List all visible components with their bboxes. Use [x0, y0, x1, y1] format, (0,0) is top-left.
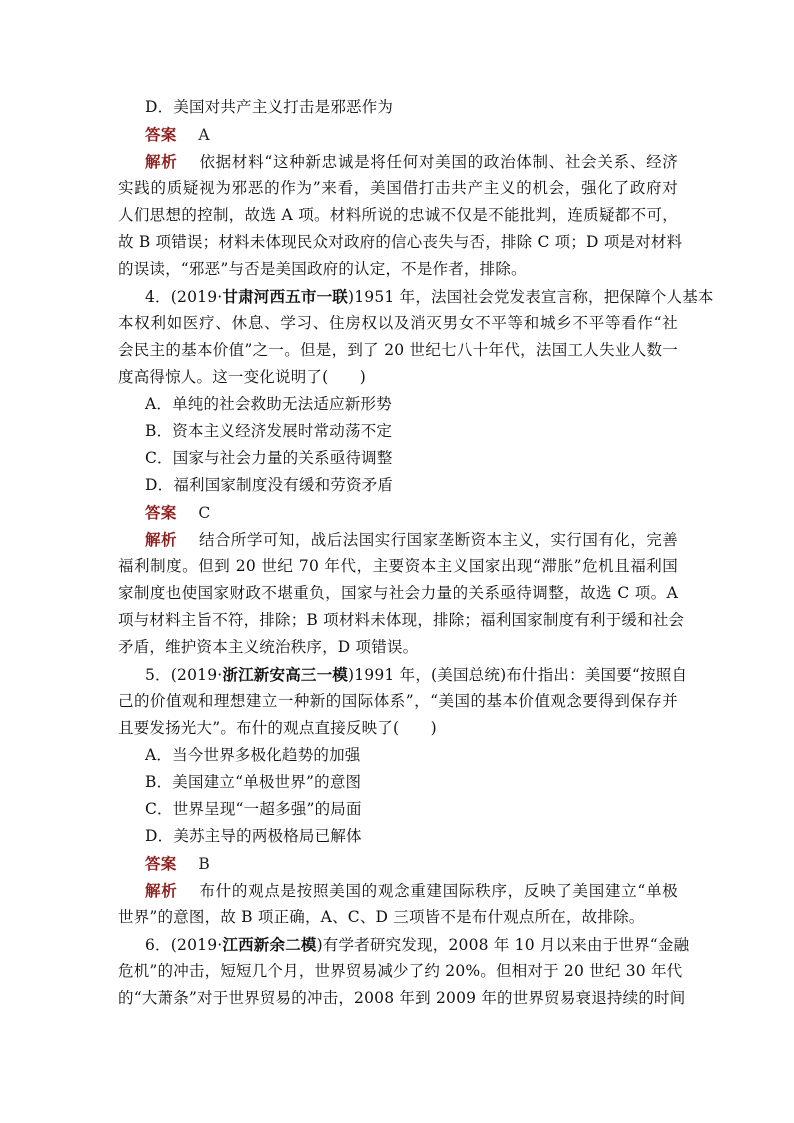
answer-value: A [198, 126, 210, 144]
q5-stem-line-3: 且要发扬光大”。布什的观点直接反映了( ) [118, 719, 437, 737]
analysis-label: 解析 [145, 152, 178, 171]
q4-option-c: C．国家与社会力量的关系亟待调整 [145, 449, 393, 467]
q4-analysis-line-3: 家制度也使国家财政不堪重负，国家与社会力量的关系亟待调整，故选 C 项。A [118, 584, 678, 602]
q5-analysis-line-1: 解析 布什的观点是按照美国的观念重建国际秩序，反映了美国建立“单极 [145, 881, 678, 900]
q4-analysis-line-2: 福利制度。但到 20 世纪 70 年代，主要资本主义国家出现“滞胀”危机且福利国 [118, 557, 678, 575]
answer-value: C [198, 504, 211, 522]
q5-number: 5．(2019· [145, 666, 223, 684]
q5-answer [145, 850, 678, 877]
q5-option-a: A．当今世界多极化趋势的加强 [145, 746, 361, 764]
answer-value: B [198, 855, 210, 873]
q5-option-b: B．美国建立“单极世界”的意图 [145, 773, 362, 791]
q4-option-d: D．福利国家制度没有缓和劳资矛盾 [145, 476, 394, 494]
q4-analysis-line-4: 项与材料主旨不符，排除；B 项材料未体现，排除；福利国家制度有利于缓和社会 [118, 611, 685, 629]
q6-stem-line-1: 6．(2019·江西新余二模)有学者研究发现，2008 年 10 月以来由于世界“金融 [145, 935, 690, 954]
q4-source: 甘肃河西五市一联 [222, 287, 348, 306]
q4-number: 4．(2019· [145, 288, 223, 306]
q4-stem-line-2: 本权利如医疗、休息、学习、住房权以及消灭男女不平等和城乡不平等看作“社 [118, 314, 678, 332]
answer-label: 答案 [145, 503, 177, 522]
q4-answer [145, 499, 678, 526]
analysis-label: 解析 [145, 881, 178, 900]
q5-stem-line-2: 己的价值观和理想建立一种新的国际体系”，“美国的基本价值观念要得到保存并 [118, 692, 678, 710]
q6-stem-line-3: 的“大萧条”对于世界贸易的冲击，2008 年到 2009 年的世界贸易衰退持续的时间 [118, 989, 686, 1007]
q5-source: 浙江新安高三一模 [222, 665, 348, 684]
q4-analysis-line-1: 解析 结合所学可知，战后法国实行国家垄断资本主义，实行国有化，完善 [145, 530, 678, 549]
q5-analysis-line-2: 世界”的意图，故 B 项正确，A、C、D 三项皆不是布什观点所在，故排除。 [118, 908, 645, 926]
q3-analysis-line-1: 解析 依据材料“这种新忠诚是将任何对美国的政治体制、社会关系、经济 [145, 152, 678, 171]
q6-stem-line-2: 危机”的冲击，短短几个月，世界贸易减少了约 20%。但相对于 20 世纪 30 年代 [118, 962, 683, 980]
q3-analysis-line-4: 故 B 项错误；材料未体现民众对政府的信心丧失与否，排除 C 项；D 项是对材料 [118, 233, 683, 251]
q4-stem-line-3: 会民主的基本价值”之一。但是，到了 20 世纪七八十年代，法国工人失业人数一 [118, 341, 678, 359]
answer-label: 答案 [145, 125, 177, 144]
analysis-label: 解析 [145, 530, 177, 549]
q3-analysis-line-2: 实践的质疑视为邪恶的作为”来看，美国借打击共产主义的机会，强化了政府对 [118, 179, 678, 197]
q6-number: 6．(2019· [145, 936, 223, 954]
q4-analysis-line-5: 矛盾，维护资本主义统治秩序，D 项错误。 [118, 638, 419, 656]
q5-option-d: D．美苏主导的两极格局已解体 [145, 827, 362, 845]
q3-option-d: D．美国对共产主义打击是邪恶作为 [145, 98, 394, 116]
q6-source: 江西新余二模 [222, 935, 317, 954]
q5-option-c: C．世界呈现“一超多强”的局面 [145, 800, 362, 818]
answer-label: 答案 [145, 854, 177, 873]
q3-analysis-line-3: 人们思想的控制，故选 A 项。材料所说的忠诚不仅是不能批判，连质疑都不可， [118, 206, 678, 224]
q4-stem-line-4: 度高得惊人。这一变化说明了( ) [118, 368, 366, 386]
q4-option-a: A．单纯的社会救助无法适应新形势 [145, 395, 392, 413]
q4-option-b: B．资本主义经济发展时常动荡不定 [145, 422, 393, 440]
q3-answer [145, 121, 678, 148]
q5-stem-line-1: 5．(2019·浙江新安高三一模)1991 年，(美国总统)布什指出：美国要“按照自 [145, 665, 688, 684]
q4-stem-line-1: 4．(2019·甘肃河西五市一联)1951 年，法国社会党发表宣言称，把保障个人基本 [145, 287, 714, 306]
q3-analysis-line-5: 的误读，“邪恶”与否是美国政府的认定，不是作者，排除。 [118, 260, 527, 278]
